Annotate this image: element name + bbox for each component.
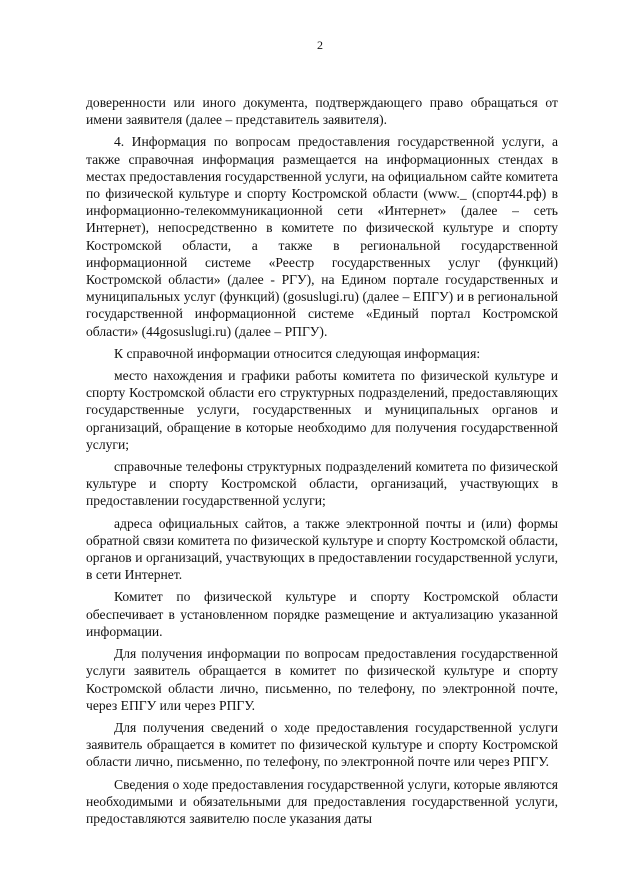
paragraph-6: адреса официальных сайтов, а также электронной почты и (или) формы обратной связи комитета по физической культуре и спорту Костромской области, органов и организаций, участвующих в предоставлении государственной услуги, в сети Интернет.: [86, 515, 558, 583]
document-body: [86, 94, 558, 832]
paragraph-3: К справочной информации относится следующая информация:: [114, 345, 481, 361]
paragraph-9: Для получения сведений о ходе предоставления государственной услуги заявитель обращается в комитет по физической культуре и спорту Костромской области лично, письменно, по телефону, по электронной почте или через РПГУ.: [86, 719, 558, 770]
paragraph-7: Комитет по физической культуре и спорту Костромской области обеспечивает в установленном порядке размещение и актуализацию указанной информации.: [86, 589, 558, 639]
page-number: 2: [317, 38, 323, 52]
paragraph-1: доверенности или иного документа, подтверждающего право обращаться от имени заявителя (далее – представитель заявителя).: [86, 95, 558, 128]
paragraph-8: Для получения информации по вопросам предоставления государственной услуги заявитель обращается в комитет по физической культуре и спорту Костромской области лично, письменно, по телефону, по электронной почте, через ЕПГУ или через РПГУ.: [86, 646, 558, 713]
paragraph-4: место нахождения и графики работы комитета по физической культуре и спорту Костромской области его структурных подразделений, предоставляющих государственные услуги, государственных и муниципальных органов и организаций, обращение в которые необходимо для получения государственной услуги;: [86, 368, 558, 452]
paragraph-5: справочные телефоны структурных подразделений комитета по физической культуре и спорту Костромской области, организаций, участвующих в предоставлении государственной услуги;: [86, 459, 558, 509]
paragraph-2: 4. Информация по вопросам предоставления государственной услуги, а также справочная информация размещается на информационных стендах в местах предоставления государственной услуги, на официальном сайте комитета по физической культуре и спорту Костромской области (www._ (спорт44.рф) в информационно-телекоммуникационной сети «Интернет» (далее – сеть Интернет), непосредственно в комитете по физической культуре и спорту Костромской области, а также в региональной государственной информационной системе «Реестр государственных услуг (функций) Костромской области» (далее - РГУ), на Едином портале государственных и муниципальных услуг (функций) (gosuslugi.ru) (далее – ЕПГУ) и в региональной государственной информационной системе «Единый портал Костромской области» (44gosuslugi.ru) (далее – РПГУ).: [86, 134, 558, 339]
paragraph-10: Сведения о ходе предоставления государственной услуги, которые являются необходимыми и обязательными для предоставления государственной услуги, предоставляются заявителю после указания даты: [86, 776, 558, 826]
